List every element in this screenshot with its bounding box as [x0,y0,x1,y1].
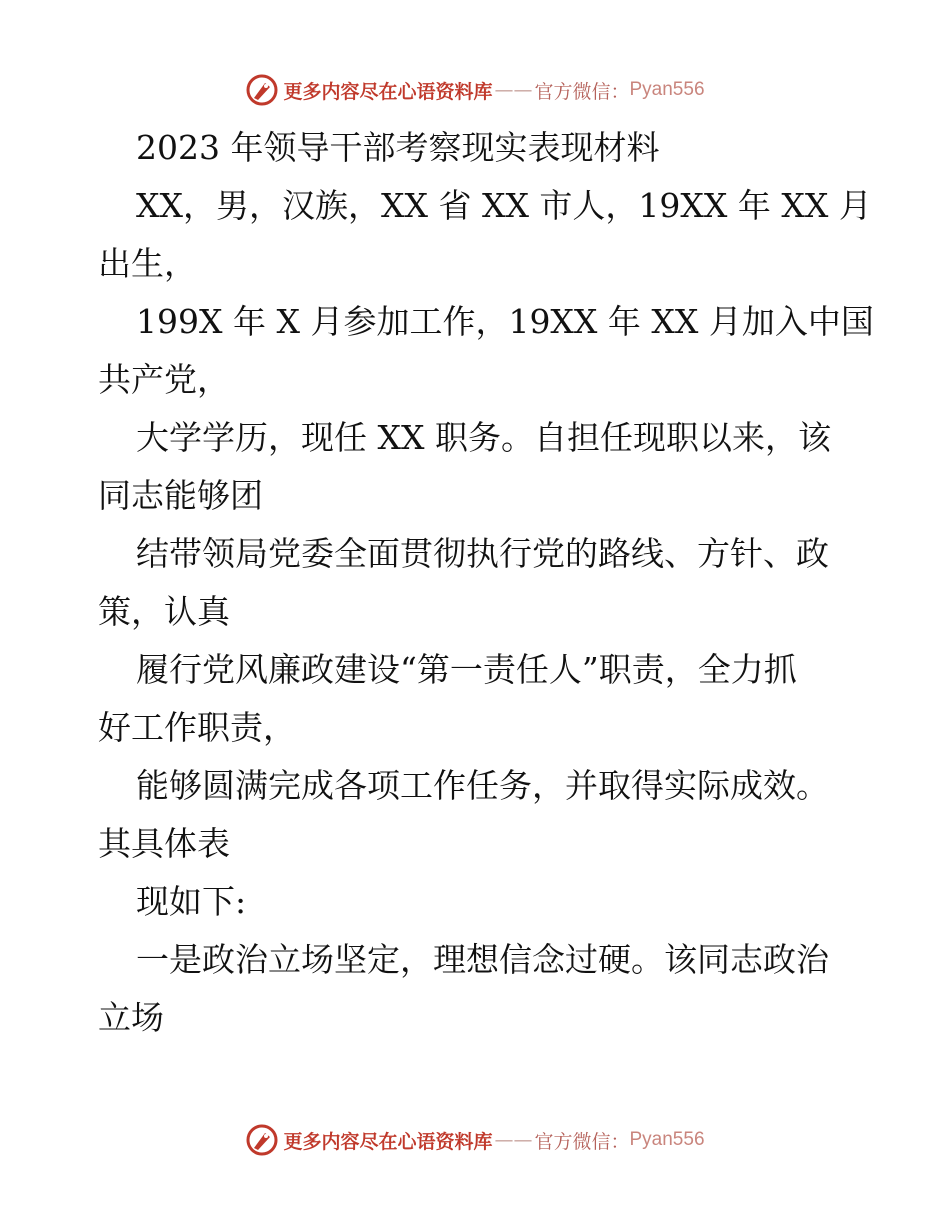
body-line: 现如下: [136,882,247,921]
body-line: 同志能够团 [98,476,263,515]
body-line: 能够圆满完成各项工作任务，并取得实际成效。 [136,766,829,805]
body-line: 199X 年 X 月参加工作，19XX 年 XX 月加入中国 [136,302,874,341]
body-line: 策，认真 [98,592,230,631]
watermark-official-label: 官方微信： [534,1130,630,1153]
body-line: XX，男，汉族，XX 省 XX 市人，19XX 年 XX 月 [136,186,872,225]
watermark-official-label: 官方微信： [534,80,630,103]
watermark-brand: 更多内容尽在心语资料库 [283,80,493,103]
watermark-brand: 更多内容尽在心语资料库 [283,1130,493,1153]
watermark-wechat-id: Pyan556 [629,79,705,100]
watermark-dash: —— [494,1129,533,1151]
document-title: 2023 年领导干部考察现实表现材料 [136,128,660,167]
watermark-dash: —— [494,79,533,101]
footer-watermark [0,1120,950,1160]
pen-nib-circle-icon [245,73,279,107]
body-line: 结带领局党委全面贯彻执行党的路线、方针、政 [136,534,829,573]
body-line: 出生， [98,244,197,283]
header-watermark [0,70,950,110]
body-line: 立场 [98,998,164,1037]
watermark-wechat-id: Pyan556 [629,1129,705,1150]
body-line: 大学学历，现任 XX 职务。自担任现职以来，该 [136,418,831,457]
body-line: 共产党， [98,360,230,399]
body-line: 其具体表 [98,824,230,863]
pen-nib-circle-icon [245,1123,279,1157]
body-line: 好工作职责， [98,708,296,747]
body-line: 一是政治立场坚定，理想信念过硬。该同志政治 [136,940,829,979]
body-line: 履行党风廉政建设“第一责任人”职责，全力抓 [136,650,797,689]
